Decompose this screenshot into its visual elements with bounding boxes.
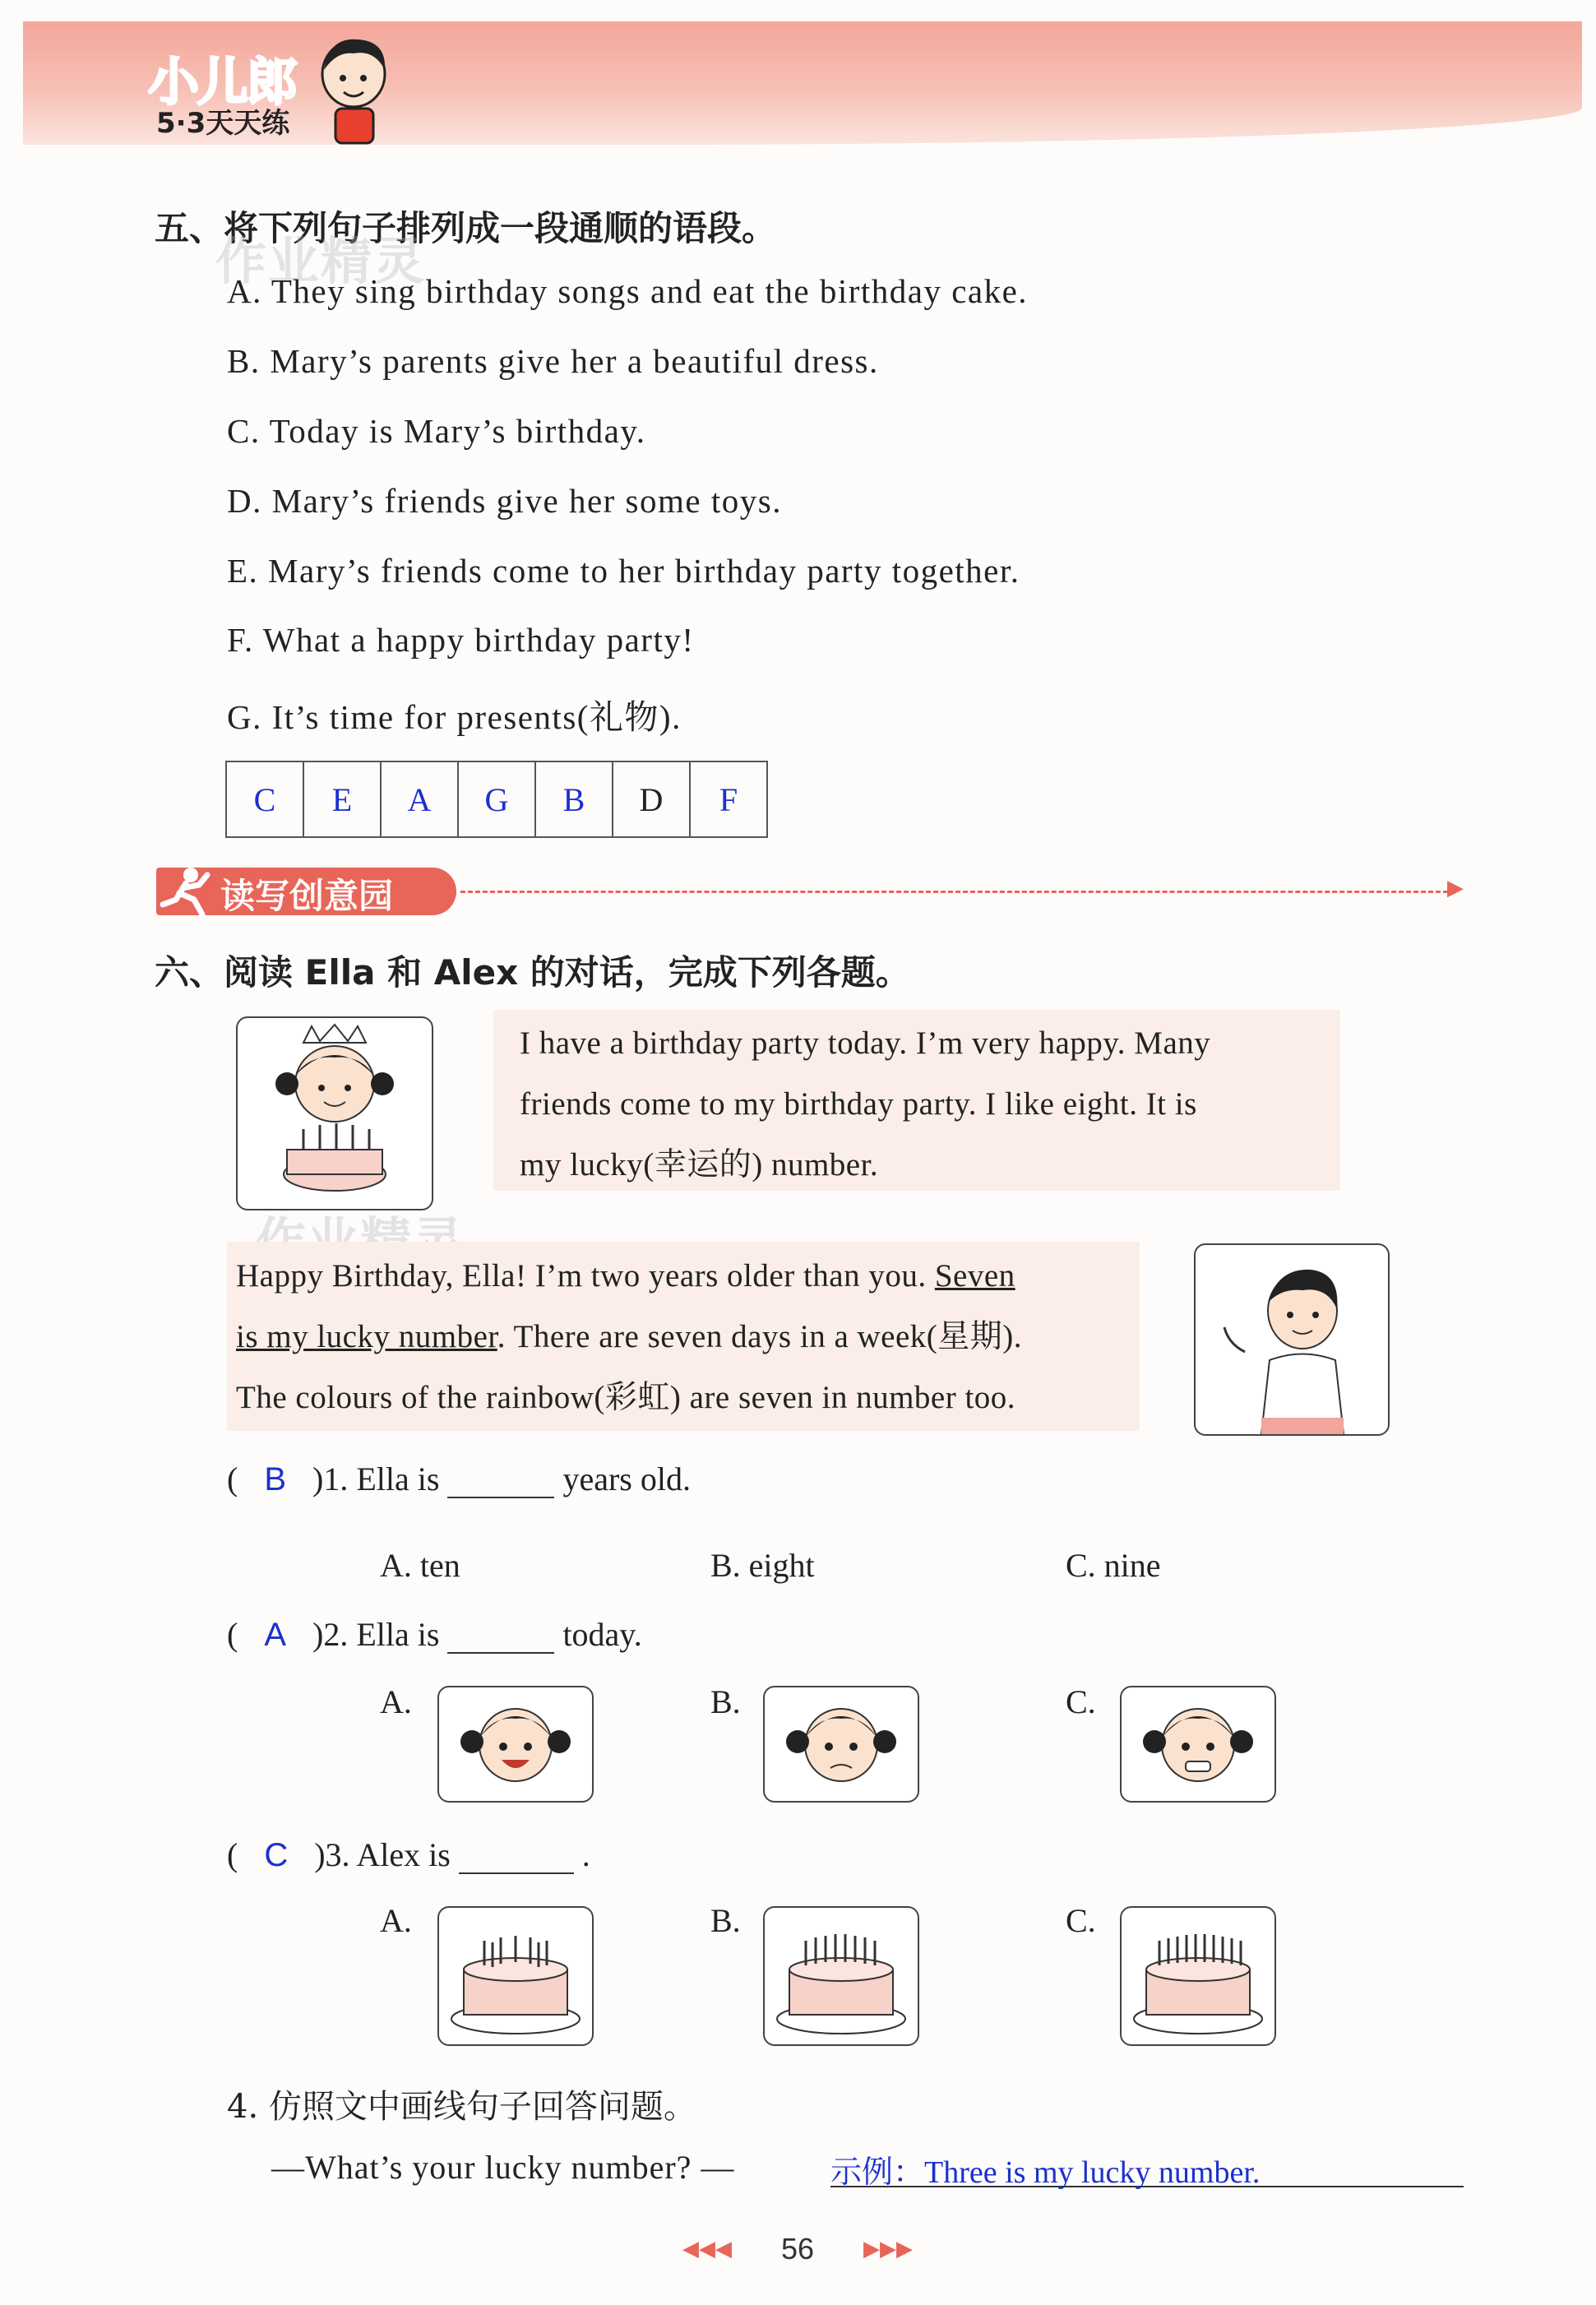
question-1 <box>227 1460 691 1498</box>
ella-picture <box>236 1016 433 1210</box>
page-next-icon: ▶▶▶ <box>863 2237 913 2261</box>
mascot-boy-icon <box>312 33 395 148</box>
sentence-b: B. Mary’s parents give her a beautiful dress. <box>227 342 879 380</box>
ella-speech <box>520 1013 1210 1196</box>
q3-cake-b[interactable] <box>763 1906 919 2046</box>
order-cell[interactable]: A <box>381 761 458 837</box>
sentence-f: F. What a happy birthday party! <box>227 621 695 659</box>
q2-face-sad[interactable] <box>763 1686 919 1803</box>
q1-option-b[interactable]: B. eight <box>710 1547 815 1584</box>
banner-dashline <box>460 891 1455 893</box>
q4-answer: 示例：Three is my lucky number. <box>830 2155 1261 2190</box>
question-number: )2. <box>312 1616 349 1653</box>
q4-title: 4. 仿照文中画线句子回答问题。 <box>227 2088 696 2126</box>
alex-speech <box>236 1246 1022 1428</box>
q3-cake-a[interactable] <box>437 1906 594 2046</box>
cake-candles-icon <box>1122 1908 1274 2044</box>
q2-face-upset[interactable] <box>1120 1686 1276 1803</box>
answer-1[interactable]: B <box>264 1461 287 1497</box>
section6-title: 六、阅读 Ella 和 Alex 的对话，完成下列各题。 <box>155 952 910 993</box>
sentence-g: G. It’s time for presents(礼物). <box>227 698 682 736</box>
arrow-right-icon: ▶ <box>1447 876 1464 900</box>
alex-line: Happy Birthday, Ella! I’m two years older than you. <box>236 1258 935 1294</box>
order-cell[interactable]: D <box>613 761 690 837</box>
section5-title: 五、将下列句子排列成一段通顺的语段。 <box>155 208 777 248</box>
ella-cake-icon <box>238 1018 432 1209</box>
ella-line: I have a birthday party today. I’m very happy. Many <box>520 1025 1211 1061</box>
question-text: today. <box>562 1616 642 1653</box>
q4-answer-line[interactable] <box>830 2146 1464 2190</box>
alex-line: The colours of the rainbow(彩虹) are seven in number too. <box>236 1380 1016 1415</box>
runner-icon <box>155 863 214 918</box>
order-cell[interactable]: F <box>690 761 767 837</box>
answer-blank[interactable] <box>459 1840 574 1874</box>
sentence-a: A. They sing birthday songs and eat the birthday cake. <box>227 272 1029 310</box>
q2-face-happy[interactable] <box>437 1686 594 1803</box>
alex-underlined-text: is my lucky number <box>236 1319 497 1354</box>
paren-open: ( <box>227 1616 238 1653</box>
order-cell[interactable]: G <box>458 761 535 837</box>
q1-option-a[interactable]: A. ten <box>380 1547 460 1584</box>
q3-option-a[interactable]: A. <box>380 1902 412 1939</box>
question-text: years old. <box>562 1460 691 1497</box>
sentence-e: E. Mary’s friends come to her birthday party together. <box>227 552 1020 590</box>
paren-open: ( <box>227 1460 238 1497</box>
answer-3[interactable]: C <box>264 1837 289 1873</box>
question-number: )3. <box>314 1836 350 1873</box>
alex-boy-icon <box>1196 1245 1388 1434</box>
page-number: 56 <box>781 2232 815 2266</box>
question-text: . <box>581 1836 590 1873</box>
question-text: Alex is <box>356 1836 451 1873</box>
order-answer-table <box>225 761 768 838</box>
logo-subtitle: 5·3天天练 <box>156 107 290 140</box>
sentence-c: C. Today is Mary’s birthday. <box>227 412 646 450</box>
paren-open: ( <box>227 1836 238 1873</box>
upset-face-icon <box>1122 1687 1274 1801</box>
happy-face-icon <box>439 1687 592 1801</box>
order-cell[interactable]: B <box>535 761 613 837</box>
q2-option-a[interactable]: A. <box>380 1683 412 1720</box>
question-2 <box>227 1615 642 1654</box>
sentence-d: D. Mary’s friends give her some toys. <box>227 482 782 520</box>
cake-candles-icon <box>439 1908 592 2044</box>
q3-option-b[interactable]: B. <box>710 1902 741 1939</box>
q2-option-c[interactable]: C. <box>1066 1683 1096 1720</box>
answer-blank[interactable] <box>447 1464 554 1498</box>
page-prev-icon: ◀◀◀ <box>682 2237 732 2261</box>
ella-line: friends come to my birthday party. I like eight. It is <box>520 1086 1197 1122</box>
logo-title: 小儿郎 <box>148 52 297 112</box>
answer-2[interactable]: A <box>264 1617 287 1653</box>
order-cell[interactable]: E <box>303 761 381 837</box>
watermark-text: 作业精灵 <box>215 231 427 291</box>
cake-candles-icon <box>765 1908 918 2044</box>
answer-blank[interactable] <box>447 1619 554 1654</box>
ella-line: my lucky(幸运的) number. <box>520 1147 879 1183</box>
banner-text: 读写创意园 <box>220 876 394 916</box>
alex-picture <box>1194 1243 1390 1436</box>
q3-option-c[interactable]: C. <box>1066 1902 1096 1939</box>
sad-face-icon <box>765 1687 918 1801</box>
q4-question: —What’s your lucky number? — <box>271 2149 735 2186</box>
q1-option-c[interactable]: C. nine <box>1066 1547 1161 1584</box>
question-text: Ella is <box>356 1616 440 1653</box>
question-number: )1. <box>312 1460 349 1497</box>
question-3 <box>227 1835 590 1874</box>
alex-line: . There are seven days in a week(星期). <box>497 1319 1023 1354</box>
alex-underlined-text: Seven <box>934 1258 1015 1294</box>
order-cell[interactable]: C <box>226 761 303 837</box>
question-text: Ella is <box>356 1460 440 1497</box>
q3-cake-c[interactable] <box>1120 1906 1276 2046</box>
q2-option-b[interactable]: B. <box>710 1683 741 1720</box>
